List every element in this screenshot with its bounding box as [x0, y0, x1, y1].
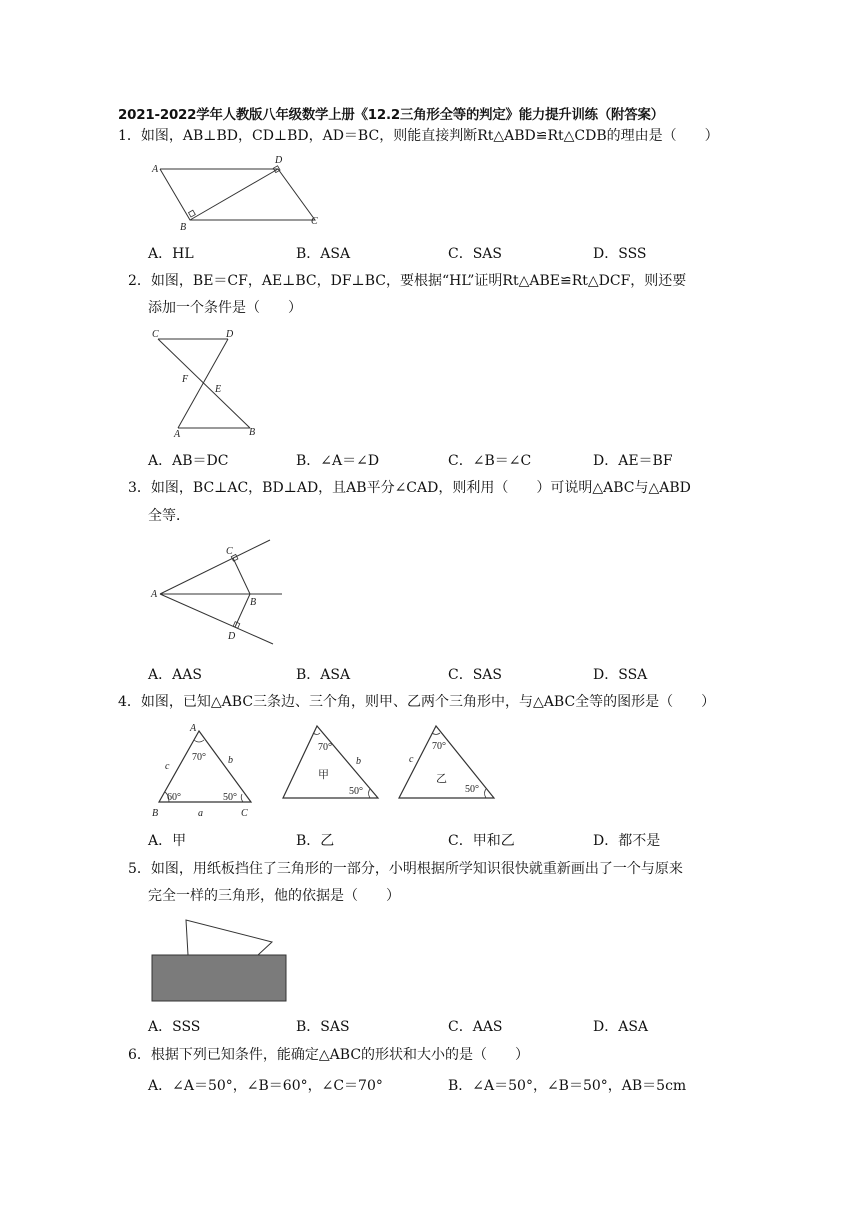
- question-1-stem: 1．如图，AB⊥BD，CD⊥BD，AD＝BC，则能直接判断Rt△ABD≌Rt△CDB的理由是（ ）: [118, 128, 719, 144]
- q6-option-a[interactable]: A．∠A＝50°，∠B＝60°，∠C＝70°: [148, 1078, 383, 1094]
- document-title: 2021-2022学年人教版八年级数学上册《12.2三角形全等的判定》能力提升训练（附答案）: [118, 108, 664, 123]
- q5-option-a[interactable]: A．SSS: [148, 1019, 201, 1035]
- jia-name: 甲: [318, 769, 329, 781]
- q4-option-c[interactable]: C．甲和乙: [448, 833, 515, 849]
- question-3-stem-line1: 3．如图，BC⊥AC，BD⊥AD，且AB平分∠CAD，则利用（ ）可说明△ABC与△ABD: [128, 480, 691, 496]
- question-3-stem-line2: 全等．: [148, 508, 190, 524]
- question-5-stem-line2: 完全一样的三角形，他的依据是（ ）: [148, 888, 400, 904]
- q3-option-c[interactable]: C．SAS: [448, 667, 503, 683]
- q4-side-b: b: [228, 755, 233, 766]
- q3-label-d: D: [228, 631, 236, 642]
- q2-option-c[interactable]: C．∠B＝∠C: [448, 453, 532, 469]
- q2-label-d: D: [226, 329, 234, 340]
- q4-option-b[interactable]: B．乙: [296, 833, 335, 849]
- q4-option-d[interactable]: D．都不是: [593, 833, 661, 849]
- q3-label-c: C: [226, 546, 233, 557]
- q4-side-a: a: [198, 808, 203, 819]
- q4-side-c: c: [165, 761, 170, 772]
- q1-option-c[interactable]: C．SAS: [448, 246, 503, 262]
- q5-option-d[interactable]: D．ASA: [593, 1019, 649, 1035]
- q4-option-a[interactable]: A．甲: [148, 833, 187, 849]
- question-6-stem: 6．根据下列已知条件，能确定△ABC的形状和大小的是（ ）: [128, 1047, 530, 1063]
- question-4-stem: 4．如图，已知△ABC三条边、三个角，则甲、乙两个三角形中，与△ABC全等的图形是（ ）: [118, 694, 716, 710]
- q4-angle-c: 50°: [223, 792, 237, 803]
- question-2-stem-line2: 添加一个条件是（ ）: [148, 300, 302, 316]
- q1-label-b: B: [180, 222, 187, 233]
- question-4-figure-abc: [148, 720, 263, 820]
- q3-option-b[interactable]: B．ASA: [296, 667, 351, 683]
- q2-label-e: E: [215, 384, 222, 395]
- jia-angle-right: 50°: [349, 786, 363, 797]
- q2-option-b[interactable]: B．∠A＝∠D: [296, 453, 380, 469]
- jia-angle-top: 70°: [318, 742, 332, 753]
- q2-option-d[interactable]: D．AE＝BF: [593, 453, 673, 469]
- yi-angle-top: 70°: [432, 741, 446, 752]
- q1-option-d[interactable]: D．SSS: [593, 246, 647, 262]
- q4-label-c: C: [241, 808, 248, 819]
- q1-option-b[interactable]: B．ASA: [296, 246, 351, 262]
- q1-label-d: D: [275, 155, 283, 166]
- q2-label-a: A: [174, 429, 181, 440]
- q4-label-a: A: [190, 723, 197, 734]
- q1-option-a[interactable]: A．HL: [148, 246, 194, 262]
- q5-option-c[interactable]: C．AAS: [448, 1019, 503, 1035]
- q2-option-a[interactable]: A．AB＝DC: [148, 453, 229, 469]
- q2-label-c: C: [152, 329, 159, 340]
- jia-side-b: b: [356, 756, 361, 767]
- q3-label-a: A: [151, 589, 158, 600]
- yi-side-c: c: [409, 754, 414, 765]
- yi-name: 乙: [436, 773, 447, 785]
- q3-option-d[interactable]: D．SSA: [593, 667, 648, 683]
- q4-angle-a: 70°: [192, 752, 206, 763]
- q6-option-b[interactable]: B．∠A＝50°，∠B＝50°，AB＝5cm: [448, 1078, 687, 1094]
- q1-label-a: A: [152, 164, 159, 175]
- question-5-figure: [150, 915, 290, 1005]
- question-2-figure: [148, 325, 268, 440]
- q2-label-b: B: [249, 427, 256, 438]
- q2-label-f: F: [182, 374, 189, 385]
- question-1-figure: [150, 150, 330, 235]
- question-5-stem-line1: 5．如图，用纸板挡住了三角形的一部分，小明根据所学知识很快就重新画出了一个与原来: [128, 861, 683, 877]
- question-3-figure: [148, 535, 288, 650]
- q1-label-c: C: [311, 216, 318, 227]
- question-4-figure-jia: [280, 722, 385, 802]
- q4-label-b: B: [152, 808, 159, 819]
- q3-label-b: B: [250, 597, 257, 608]
- q5-option-b[interactable]: B．SAS: [296, 1019, 350, 1035]
- q3-option-a[interactable]: A．AAS: [148, 667, 202, 683]
- question-2-stem-line1: 2．如图，BE＝CF，AE⊥BC，DF⊥BC，要根据“HL”证明Rt△ABE≌Rt△DCF，则还要: [128, 273, 687, 289]
- q4-angle-b: 60°: [167, 792, 181, 803]
- question-4-figure-yi: [396, 722, 501, 802]
- yi-angle-right: 50°: [465, 784, 479, 795]
